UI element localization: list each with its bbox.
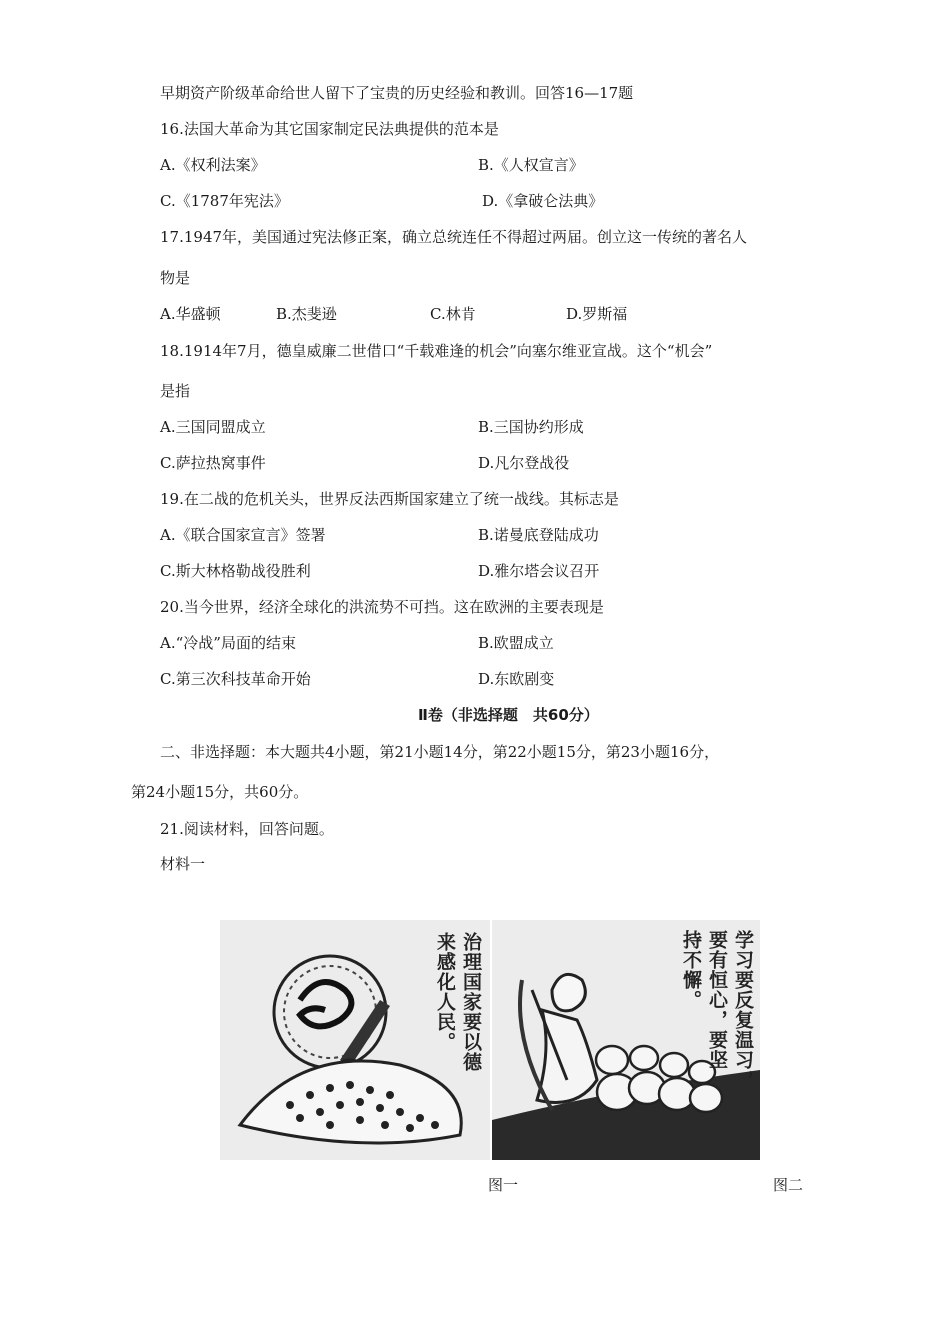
figure-2-text-col2: 要有恒心，要坚 <box>706 930 728 1070</box>
q18-option-d: D.凡尔登战役 <box>478 454 570 472</box>
figure-2-caption: 图二 <box>773 1176 804 1194</box>
q16-stem: 16.法国大革命为其它国家制定民法典提供的范本是 <box>160 120 499 138</box>
q19-option-a: A.《联合国家宣言》签署 <box>160 526 326 544</box>
intro-text: 早期资产阶级革命给世人留下了宝贵的历史经验和教训。回答16—17题 <box>160 84 634 102</box>
q16-option-a: A.《权利法案》 <box>160 156 266 174</box>
section2-title: Ⅱ卷（非选择题 共60分） <box>418 706 599 724</box>
q21-stem: 21.阅读材料，回答问题。 <box>160 820 334 838</box>
figure-2-text-col1: 学习要反复温习， <box>732 930 754 1090</box>
q16-option-d: D.《拿破仑法典》 <box>482 192 604 210</box>
q18-stem-line1: 18.1914年7月，德皇威廉二世借口“千载难逢的机会”向塞尔维亚宣战。这个“机会” <box>160 342 713 360</box>
q19-option-b: B.诺曼底登陆成功 <box>478 526 599 544</box>
q16-option-c: C.《1787年宪法》 <box>160 192 289 210</box>
q19-option-c: C.斯大林格勒战役胜利 <box>160 562 311 580</box>
q17-option-d: D.罗斯福 <box>566 305 628 323</box>
q18-stem-line2: 是指 <box>160 382 191 400</box>
figure-1-text-col1: 治理国家要以德 <box>460 932 482 1072</box>
q18-option-c: C.萨拉热窝事件 <box>160 454 266 472</box>
q17-stem-line1: 17.1947年，美国通过宪法修正案，确立总统连任不得超过两届。创立这一传统的著名人 <box>160 228 748 246</box>
q16-option-b: B.《人权宣言》 <box>478 156 584 174</box>
figure-2-cartoon <box>492 920 760 1160</box>
q20-option-b: B.欧盟成立 <box>478 634 554 652</box>
q20-option-a: A.“冷战”局面的结束 <box>160 634 296 652</box>
section2-desc-line2: 第24小题15分，共60分。 <box>131 783 309 801</box>
q17-option-a: A.华盛顿 <box>160 305 221 323</box>
section2-desc-line1: 二、非选择题：本大题共4小题，第21小题14分，第22小题15分，第23小题16分， <box>160 743 720 761</box>
q20-option-c: C.第三次科技革命开始 <box>160 670 311 688</box>
q18-option-b: B.三国协约形成 <box>478 418 584 436</box>
q20-option-d: D.东欧剧变 <box>478 670 555 688</box>
q17-option-c: C.林肯 <box>430 305 476 323</box>
q21-material-label: 材料一 <box>160 855 206 873</box>
q18-option-a: A.三国同盟成立 <box>160 418 266 436</box>
q17-option-b: B.杰斐逊 <box>276 305 337 323</box>
q19-option-d: D.雅尔塔会议召开 <box>478 562 600 580</box>
figure-1-cartoon <box>220 920 490 1160</box>
q17-stem-line2: 物是 <box>160 269 191 287</box>
q20-stem: 20.当今世界，经济全球化的洪流势不可挡。这在欧洲的主要表现是 <box>160 598 604 616</box>
figure-1-caption: 图一 <box>488 1176 519 1194</box>
figure-1-text-col2: 来感化人民。 <box>434 932 456 1052</box>
q19-stem: 19.在二战的危机关头，世界反法西斯国家建立了统一战线。其标志是 <box>160 490 619 508</box>
figure-2-text-col3: 持不懈。 <box>680 930 702 1010</box>
